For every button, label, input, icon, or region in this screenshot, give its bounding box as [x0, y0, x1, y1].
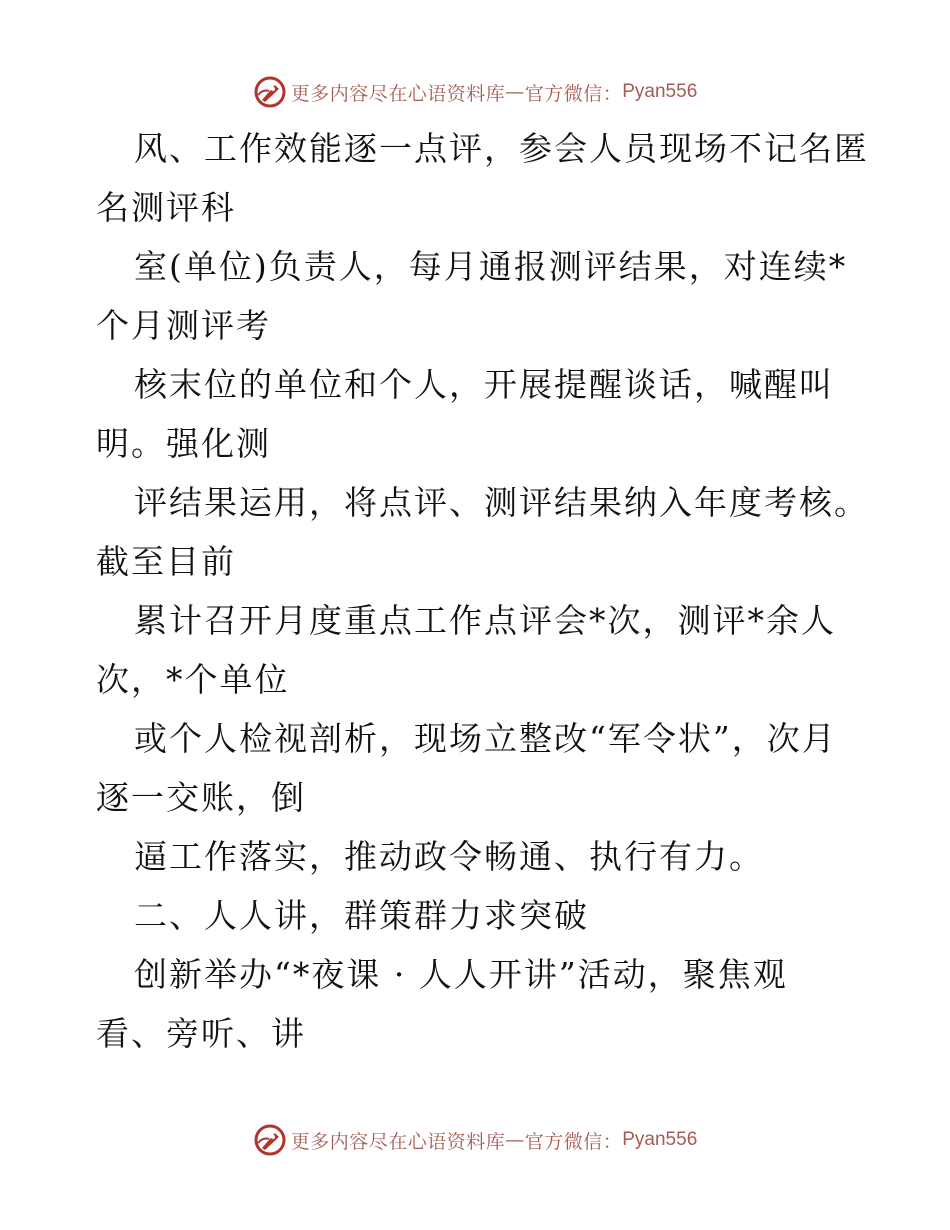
document-body	[96, 119, 869, 1063]
body-line: 室(单位)负责人，每月通报测评结果，对连续*	[134, 247, 848, 286]
footer-banner	[0, 1120, 950, 1160]
body-line: 个月测评考	[96, 306, 271, 345]
body-line: 核末位的单位和个人，开展提醒谈话，喊醒叫	[134, 365, 834, 404]
header-site-text: 更多内容尽在心语资料库	[290, 82, 506, 105]
body-line: 创新举办“*夜课 · 人人开讲”活动，聚焦观	[134, 955, 788, 994]
body-line: 看、旁听、讲	[96, 1014, 306, 1053]
header-banner	[0, 72, 950, 112]
header-dash: —	[505, 81, 525, 103]
header-contact-label: 官方微信：	[524, 82, 623, 105]
body-line: 逼工作落实，推动政令畅通、执行有力。	[134, 837, 764, 876]
footer-contact-id: Pyan556	[622, 1129, 698, 1150]
pen-nib-logo-icon	[253, 1123, 287, 1157]
footer-dash: —	[505, 1129, 525, 1151]
body-line: 次，*个单位	[96, 660, 290, 699]
footer-contact-label: 官方微信：	[524, 1130, 623, 1153]
pen-nib-logo-icon	[253, 75, 287, 109]
section-heading: 二、人人讲，群策群力求突破	[134, 896, 589, 935]
body-line: 逐一交账，倒	[96, 778, 306, 817]
body-line: 评结果运用，将点评、测评结果纳入年度考核。	[134, 483, 869, 522]
header-contact-id: Pyan556	[622, 81, 698, 102]
body-line: 风、工作效能逐一点评，参会人员现场不记名匿	[134, 129, 869, 168]
body-line: 明。强化测	[96, 424, 271, 463]
footer-site-text: 更多内容尽在心语资料库	[290, 1130, 506, 1153]
body-line: 名测评科	[96, 188, 236, 227]
body-line: 或个人检视剖析，现场立整改“军令状”，次月	[134, 719, 837, 758]
body-line: 累计召开月度重点工作点评会*次，测评*余人	[134, 601, 836, 640]
body-line: 截至目前	[96, 542, 236, 581]
